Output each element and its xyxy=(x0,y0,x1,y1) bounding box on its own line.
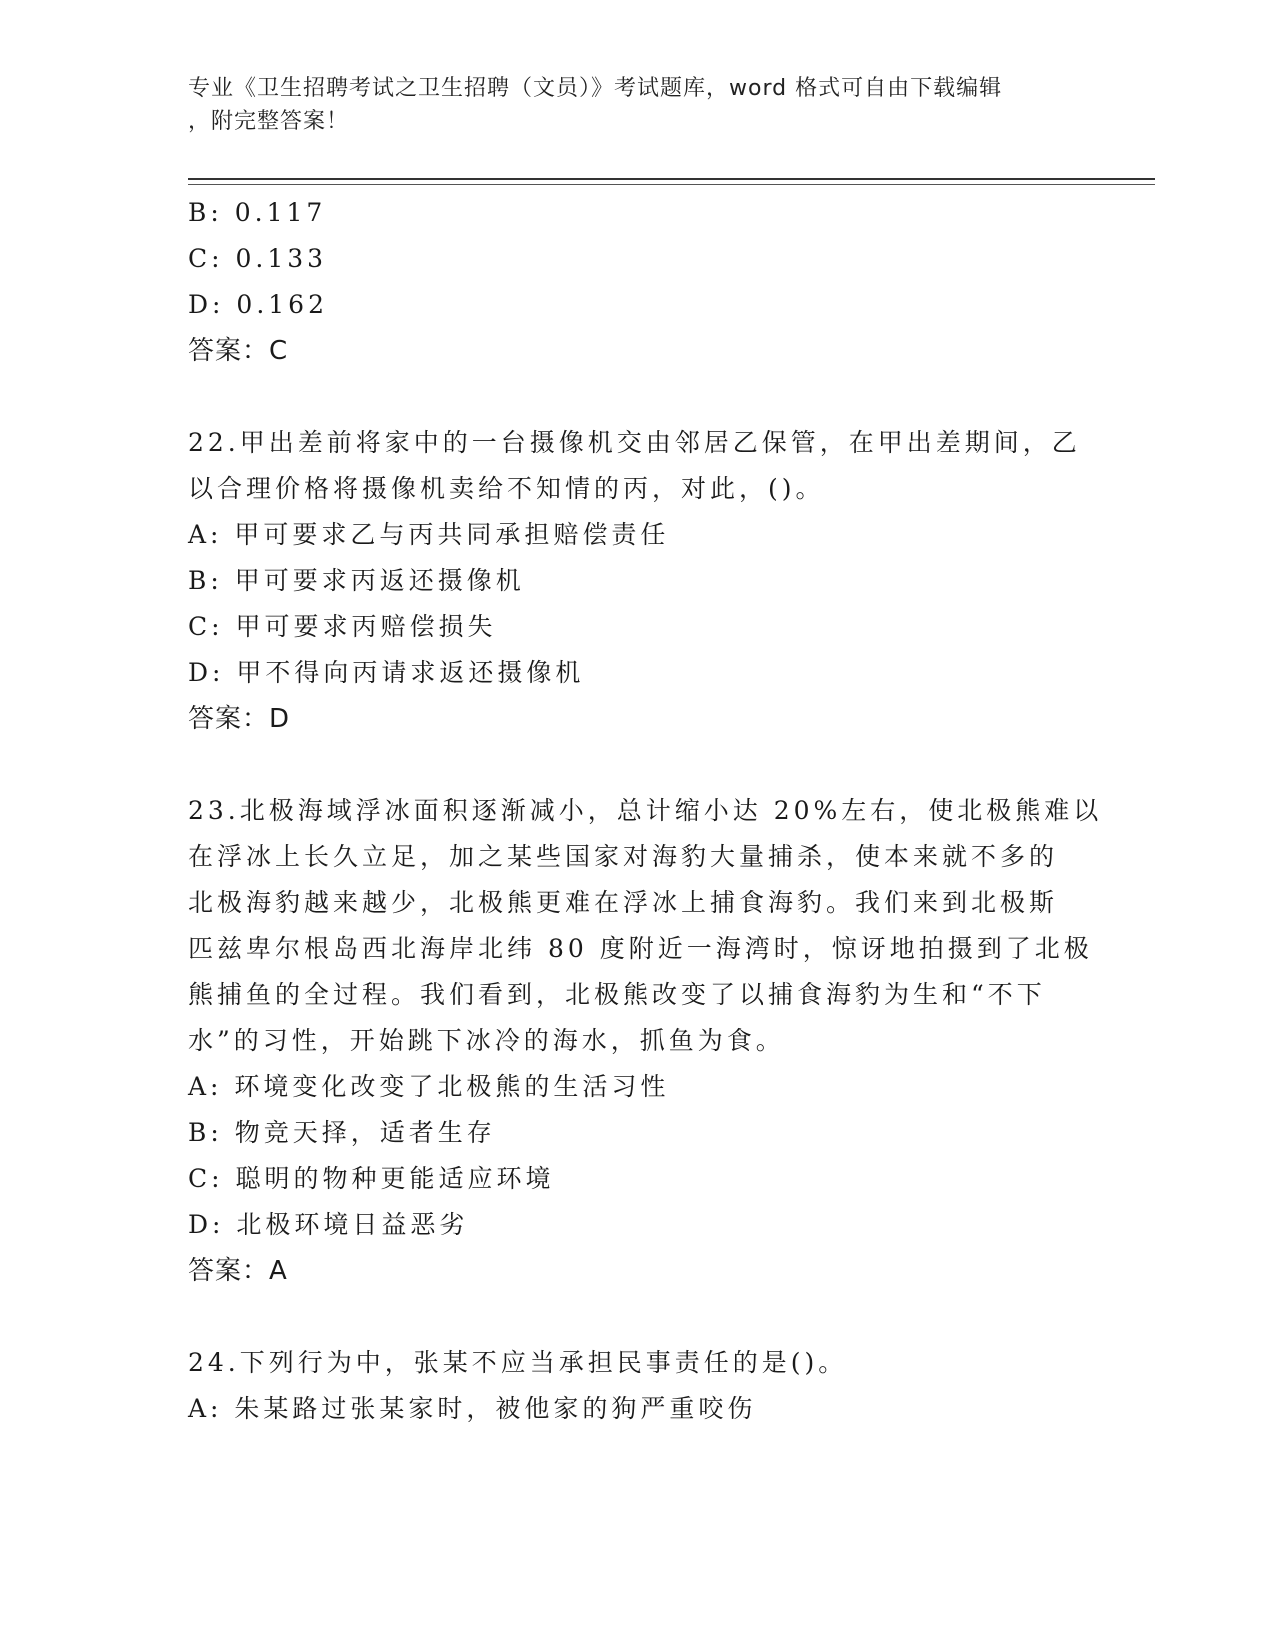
q22-stem-line-2: 以合理价格将摄像机卖给不知情的丙，对此，()。 xyxy=(188,474,825,503)
header-divider-thick xyxy=(188,178,1155,180)
q21-option-c: C: 0.133 xyxy=(188,244,328,273)
q23-stem-line-6: 水”的习性，开始跳下冰冷的海水，抓鱼为食。 xyxy=(188,1026,785,1055)
question-23 xyxy=(188,788,1103,1294)
q23-answer: 答案：A xyxy=(188,1256,288,1286)
q24-stem-line-1: 24.下列行为中，张某不应当承担民事责任的是()。 xyxy=(188,1348,848,1377)
q23-stem-line-2: 在浮冰上长久立足，加之某些国家对海豹大量捕杀，使本来就不多的 xyxy=(188,842,1059,871)
question-24 xyxy=(188,1340,1078,1432)
q22-option-d: D: 甲不得向丙请求返还摄像机 xyxy=(188,658,585,687)
spacer xyxy=(188,742,1078,788)
q22-stem-line-1: 22.甲出差前将家中的一台摄像机交由邻居乙保管，在甲出差期间，乙 xyxy=(188,428,1081,457)
q23-stem-line-3: 北极海豹越来越少，北极熊更难在浮冰上捕食海豹。我们来到北极斯 xyxy=(188,888,1059,917)
q21-option-d: D: 0.162 xyxy=(188,290,328,319)
header-line-1: 专业《卫生招聘考试之卫生招聘（文员）》考试题库，word 格式可自由下载编辑 xyxy=(188,76,1003,101)
q23-stem-line-1: 23.北极海域浮冰面积逐渐减小，总计缩小达 20%左右，使北极熊难以 xyxy=(188,796,1103,825)
q22-option-c: C: 甲可要求丙赔偿损失 xyxy=(188,612,497,641)
q21-answer: 答案：C xyxy=(188,336,289,366)
spacer xyxy=(188,374,1078,420)
header-divider-thin xyxy=(188,184,1155,185)
q21-option-b: B: 0.117 xyxy=(188,198,327,227)
q23-stem-line-4: 匹兹卑尔根岛西北海岸北纬 80 度附近一海湾时，惊讶地拍摄到了北极 xyxy=(188,934,1093,963)
question-21 xyxy=(188,190,1078,374)
page-header xyxy=(188,72,1068,138)
q22-option-b: B: 甲可要求丙返还摄像机 xyxy=(188,566,525,595)
header-line-2: ，附完整答案！ xyxy=(188,109,350,134)
q23-option-b: B: 物竞天择，适者生存 xyxy=(188,1118,496,1147)
spacer xyxy=(188,1294,1078,1340)
question-content xyxy=(188,190,1103,1432)
q23-option-a: A: 环境变化改变了北极熊的生活习性 xyxy=(188,1072,670,1101)
q23-stem-line-5: 熊捕鱼的全过程。我们看到，北极熊改变了以捕食海豹为生和“不下 xyxy=(188,980,1046,1009)
q22-answer: 答案：D xyxy=(188,704,291,734)
q23-option-c: C: 聪明的物种更能适应环境 xyxy=(188,1164,555,1193)
q24-option-a: A: 朱某路过张某家时，被他家的狗严重咬伤 xyxy=(188,1394,757,1423)
q23-option-d: D: 北极环境日益恶劣 xyxy=(188,1210,469,1239)
question-22 xyxy=(188,420,1081,742)
q22-option-a: A: 甲可要求乙与丙共同承担赔偿责任 xyxy=(188,520,670,549)
